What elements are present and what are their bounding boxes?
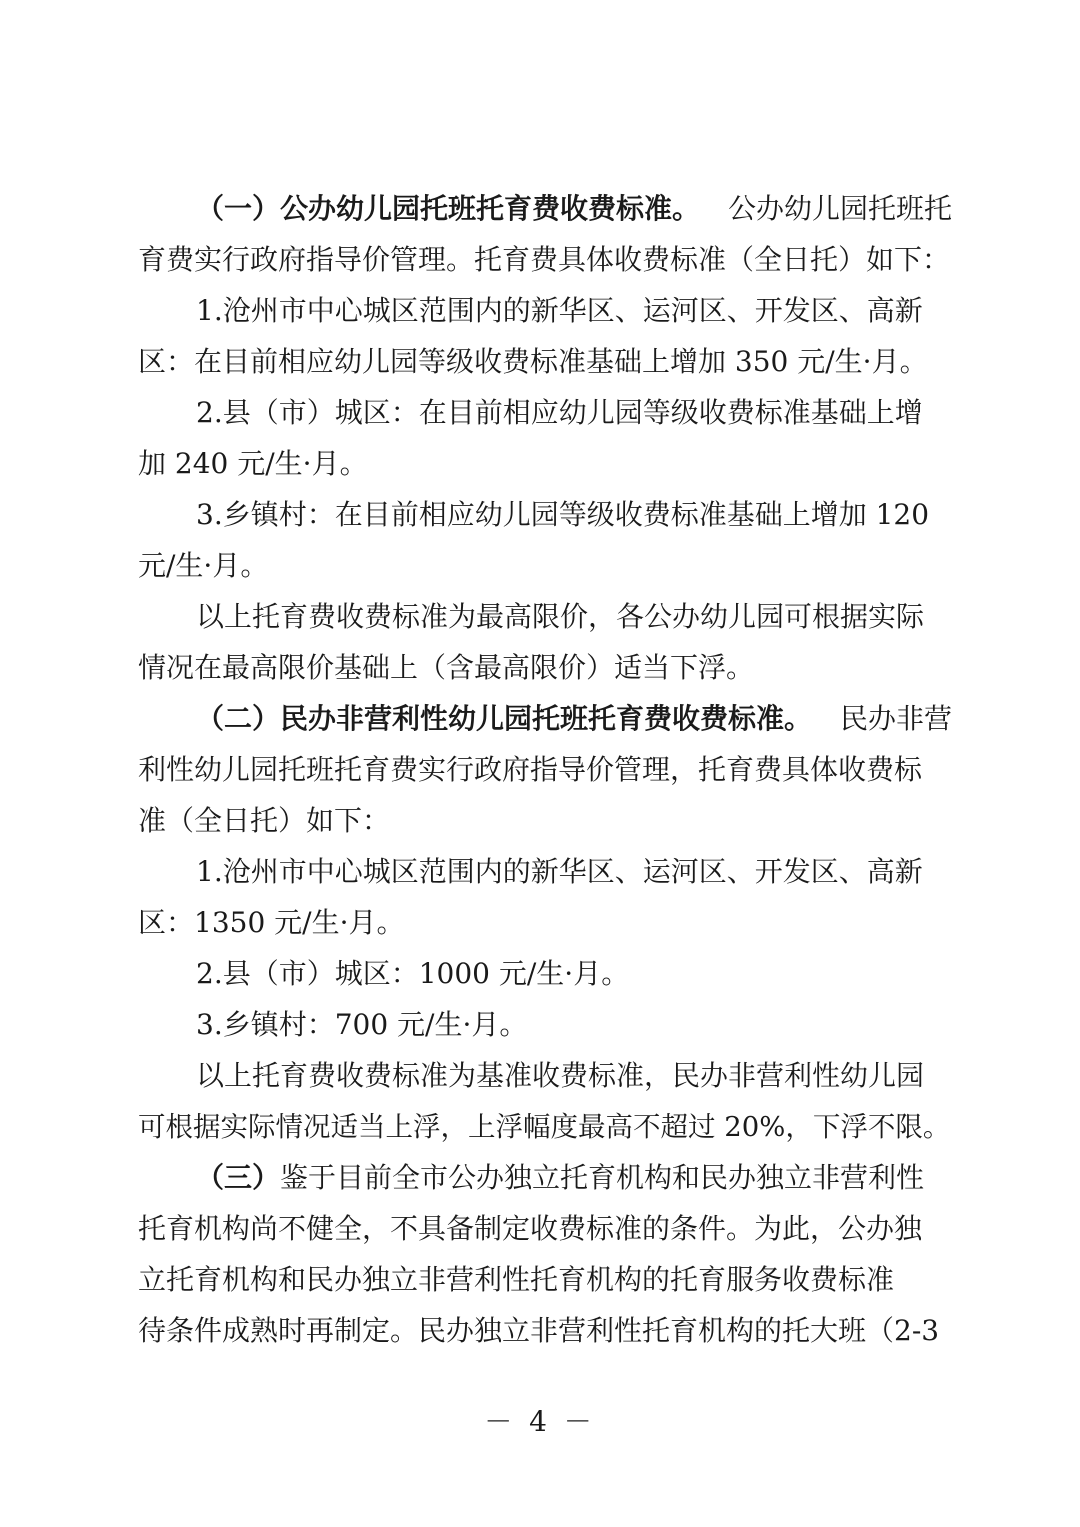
paragraph-line: 可根据实际情况适当上浮，上浮幅度最高不超过 20%，下浮不限。 <box>138 1111 951 1143</box>
paragraph-line: 1.沧州市中心城区范围内的新华区、运河区、开发区、高新 <box>196 294 923 327</box>
paragraph-line: 3.乡镇村：在目前相应幼儿园等级收费标准基础上增加 120 <box>196 498 930 531</box>
paragraph-line <box>196 699 952 739</box>
section-heading: （三） <box>196 1161 281 1194</box>
paragraph-line: 育费实行政府指导价管理。托育费具体收费标准（全日托）如下： <box>138 243 951 276</box>
section-heading: （一）公办幼儿园托班托育费收费标准。 <box>196 192 701 225</box>
paragraph-line <box>196 189 952 229</box>
paragraph-line: 待条件成熟时再制定。民办独立非营利性托育机构的托大班（2-3 <box>138 1314 940 1347</box>
paragraph-line: 区：1350 元/生·月。 <box>138 906 405 939</box>
paragraph-line: 托育机构尚不健全，不具备制定收费标准的条件。为此，公办独 <box>138 1212 923 1245</box>
section-heading: （二）民办非营利性幼儿园托班托育费收费标准。 <box>196 702 813 735</box>
line-text: 公办幼儿园托班托 <box>727 192 952 225</box>
paragraph-line: 区：在目前相应幼儿园等级收费标准基础上增加 350 元/生·月。 <box>138 345 928 378</box>
paragraph-line: 2.县（市）城区：1000 元/生·月。 <box>196 957 630 990</box>
paragraph-line: 立托育机构和民办独立非营利性托育机构的托育服务收费标准 <box>138 1263 895 1296</box>
line-text: 鉴于目前全市公办独立托育机构和民办独立非营利性 <box>280 1161 925 1194</box>
page-number: － 4 － <box>484 1405 596 1438</box>
paragraph-line <box>196 1158 956 1198</box>
line-text: 民办非营 <box>839 702 952 735</box>
paragraph-line: 情况在最高限价基础上（含最高限价）适当下浮。 <box>138 651 755 684</box>
paragraph-line: 以上托育费收费标准为最高限价，各公办幼儿园可根据实际 <box>196 600 925 633</box>
paragraph-line: 加 240 元/生·月。 <box>138 447 368 480</box>
paragraph-line: 以上托育费收费标准为基准收费标准，民办非营利性幼儿园 <box>196 1059 925 1092</box>
paragraph-line: 2.县（市）城区：在目前相应幼儿园等级收费标准基础上增 <box>196 396 923 429</box>
paragraph-line: 3.乡镇村：700 元/生·月。 <box>196 1008 528 1041</box>
paragraph-line: 利性幼儿园托班托育费实行政府指导价管理，托育费具体收费标 <box>138 753 923 786</box>
paragraph-line: 元/生·月。 <box>138 549 269 582</box>
paragraph-line: 1.沧州市中心城区范围内的新华区、运河区、开发区、高新 <box>196 855 923 888</box>
paragraph-line: 准（全日托）如下： <box>138 804 391 837</box>
